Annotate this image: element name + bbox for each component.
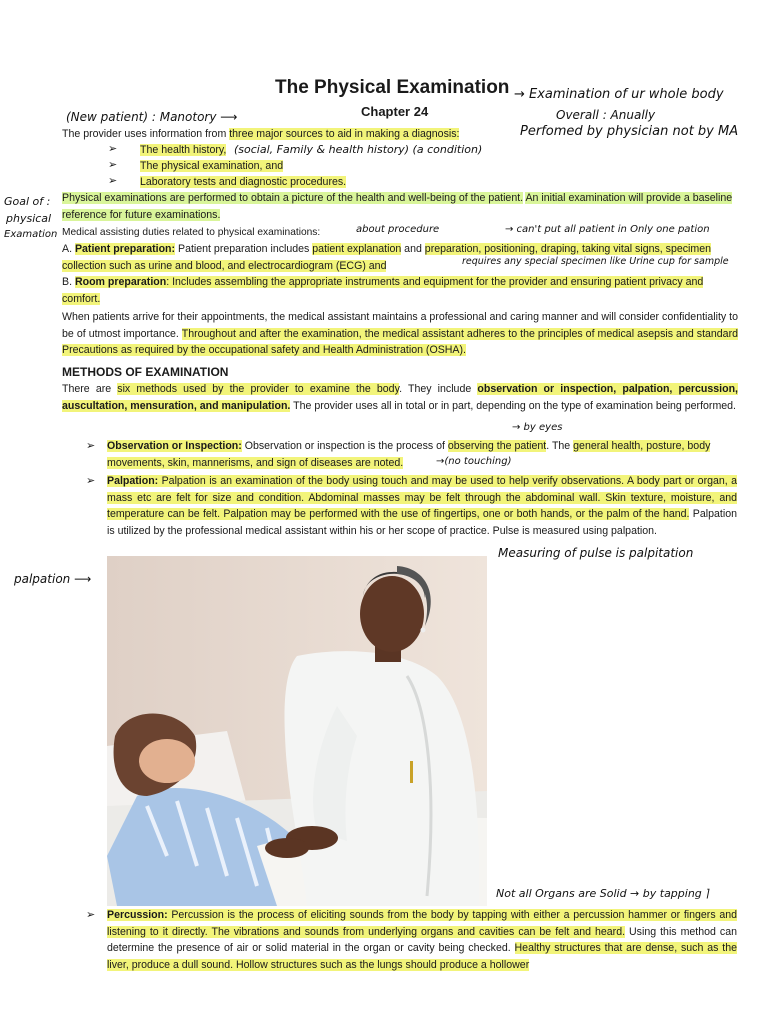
methods-post: The provider uses all in total or in part, depending on the type of examination being performed. (290, 399, 736, 412)
note-goal-3: Examation (4, 229, 58, 240)
palpation-photo (107, 556, 487, 906)
percussion-text-b: Using this method can determine the presence of air or solid material in the organ or cavity being checked. (107, 925, 737, 954)
source-text: The health history, (140, 144, 227, 156)
purpose-text-b: An initial examination will provide a baseline reference for future examinations. (62, 192, 733, 221)
percussion-title: Percussion: (107, 909, 168, 921)
palpation-item (107, 473, 737, 539)
source-item (140, 174, 346, 191)
note-not-all-organs: Not all Organs are Solid → by tapping ⌉ (496, 887, 710, 900)
methods-mid: . They include (399, 383, 478, 395)
observation-text-c: general health, posture, body movements, skin, mannerisms, and sign of diseases are noted. (107, 440, 711, 469)
note-performed-by: Perfomed by physician not by MA (520, 124, 739, 139)
arrival-text-a: When patients arrive for their appointments, the medical assistant maintains a professional and caring manner and will consider confidentiality to be of utmost importance. (62, 311, 738, 340)
methods-heading: METHODS OF EXAMINATION (62, 365, 229, 379)
note-history: (social, Family & health history) (a condition) (234, 143, 483, 156)
palpation-title: Palpation: (107, 475, 159, 487)
source-text: The physical examination, and (140, 160, 284, 172)
purpose-paragraph (62, 190, 738, 223)
duty-b-text: : Includes assembling the appropriate instruments and equipment for the provider and ensuring patient privacy and comfort. (62, 276, 704, 305)
intro-line (62, 126, 502, 143)
duty-a-mid: and (401, 243, 425, 255)
observation-item (107, 438, 737, 471)
duties-heading: Medical assisting duties related to physical examinations: (62, 227, 321, 238)
palpation-text-a: Palpation is an examination of the body using touch and may be used to help verify observations. (158, 475, 625, 487)
note-measuring-pulse: Measuring of pulse is palpitation (498, 546, 694, 560)
source-item (140, 142, 226, 159)
source-text: Laboratory tests and diagnostic procedures. (140, 176, 347, 188)
duty-a-highlight-1: patient explanation (312, 243, 402, 255)
source-item (140, 158, 283, 175)
note-by-eyes: → by eyes (512, 422, 563, 433)
percussion-item (107, 907, 737, 973)
bullet-arrow-icon: ➢ (86, 440, 96, 452)
observation-highlight: observing the patient (447, 440, 547, 452)
duty-a-pre: Patient preparation includes (178, 243, 313, 255)
duty-a-letter: A. (62, 243, 73, 255)
note-new-patient: (New patient) : Manotory ⟶ (66, 110, 238, 124)
note-about-procedure: about procedure (356, 224, 440, 235)
methods-pre: There are (62, 383, 118, 395)
methods-highlight: six methods used by the provider to examine the body (117, 383, 400, 395)
note-special-specimen: requires any special specimen like Urine cup for sample (462, 256, 729, 267)
note-goal-2: physical (6, 212, 52, 225)
duty-a-title: Patient preparation: (74, 243, 176, 255)
note-goal-1: Goal of : (4, 195, 51, 208)
note-palpation: palpation ⟶ (14, 572, 92, 586)
methods-paragraph (62, 381, 738, 414)
bullet-arrow-icon: ➢ (86, 475, 96, 487)
bullet-arrow-icon: ➢ (108, 175, 118, 187)
note-no-touching: →(no touching) (436, 456, 512, 467)
note-cant-put: → can't put all patient in Only one pation (505, 224, 710, 235)
bullet-arrow-icon: ➢ (108, 143, 118, 155)
observation-title: Observation or Inspection: (107, 440, 242, 452)
chapter-label: Chapter 24 (361, 104, 429, 119)
page-title: The Physical Examination (275, 77, 510, 98)
bullet-arrow-icon: ➢ (86, 909, 96, 921)
percussion-text-c: Healthy structures that are dense, such as the liver, produce a dull sound. Hollow structures such as the lungs should produce a hollower (107, 942, 737, 971)
bullet-arrow-icon: ➢ (108, 159, 118, 171)
duty-b (62, 274, 738, 307)
palpation-text-c: Palpation is utilized by the professional medical assistant within his or her scope of practice. Pulse is measured using palpation. (107, 508, 737, 537)
intro-pre: The provider uses information from (62, 128, 230, 140)
arrival-text-b: Throughout and after the examination, the medical assistant adheres to the principles of medical asepsis and standard Precautions as required by the occupational safety and Health Administration (OSHA). (62, 327, 738, 356)
methods-list: observation or inspection, palpation, percussion, auscultation, mensuration, and manipulation. (62, 383, 738, 412)
observation-text-a: Observation or inspection is the process of (241, 440, 448, 452)
arrival-paragraph (62, 309, 738, 359)
note-exam-whole: → Examination of ur whole body (514, 87, 724, 102)
duty-b-title: Room preparation (74, 276, 167, 288)
note-overall: Overall : Anually (556, 108, 656, 122)
percussion-text-a: Percussion is the process of eliciting sounds from the body by tapping with either a percussion hammer or fingers and listening to it directly. The vibrations and sounds from underlying organs and cavities can be felt and heard. (107, 909, 737, 938)
intro-highlight: three major sources to aid in making a diagnosis: (229, 128, 460, 140)
duty-b-letter: B. (62, 276, 73, 288)
duty-a-highlight-2: preparation, positioning, draping, taking vital signs, specimen collection such as urine and blood, and electrocardiogram (ECG) and (62, 243, 711, 272)
observation-text-b: . The (546, 440, 574, 452)
palpation-photo-illustration (107, 556, 487, 906)
palpation-text-b: A body part or organ, a mass etc are felt for size and condition. Abdominal masses may be felt through the abdominal wall. Skin texture, moisture, and temperature can be felt. Palpation may be performed with the use of fingertips, one or both hands, or the palm of the hand. (107, 475, 738, 520)
purpose-text-a: Physical examinations are performed to obtain a picture of the health and well-being of the patient. (62, 192, 524, 204)
